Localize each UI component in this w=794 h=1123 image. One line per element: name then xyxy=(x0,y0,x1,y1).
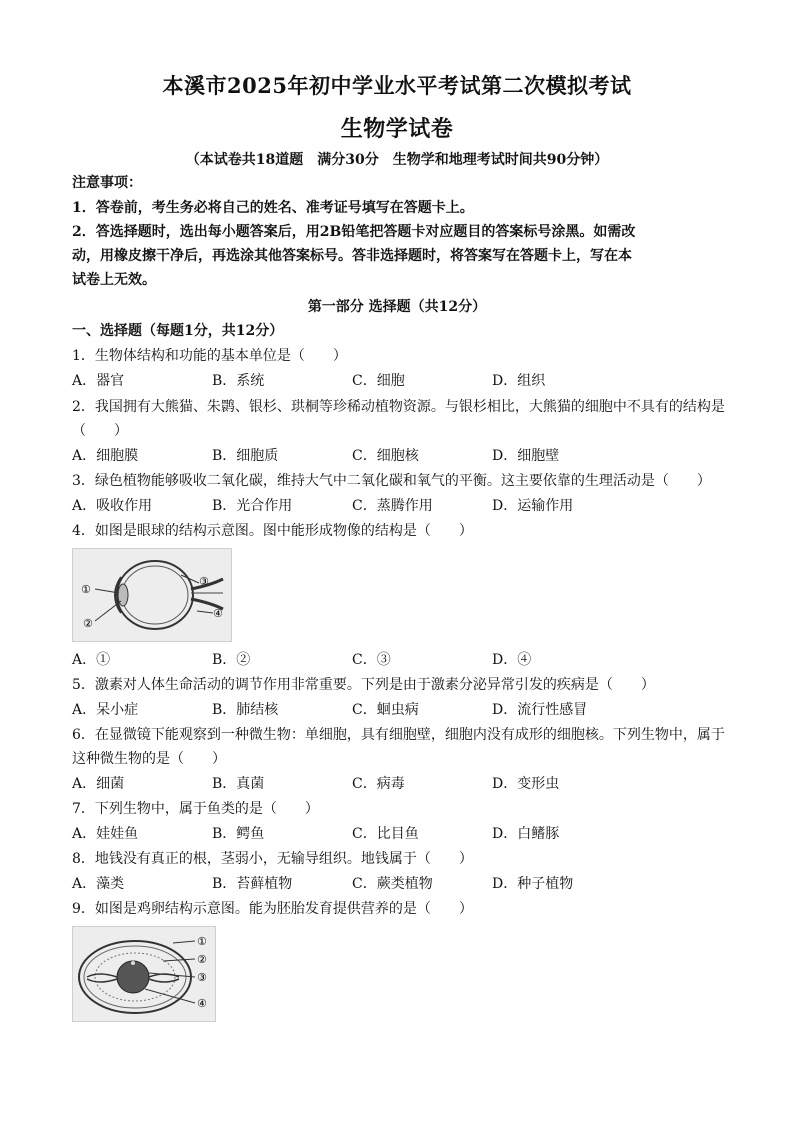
q6-option-b: B．真菌 xyxy=(212,776,265,792)
exam-info: （本试卷共18道题 满分30分 生物学和地理考试时间共90分钟） xyxy=(185,152,609,168)
exam-subtitle: 生物学试卷 xyxy=(340,116,454,142)
egg-label-4: ④ xyxy=(197,997,207,1010)
q2-option-c: C．细胞核 xyxy=(352,448,419,464)
q1-option-c: C．细胞 xyxy=(352,373,405,389)
q1-option-b: B．系统 xyxy=(212,373,265,389)
q5-option-c: C．蛔虫病 xyxy=(352,702,419,718)
eye-label-4: ④ xyxy=(213,607,223,620)
q6-option-a: A．细菌 xyxy=(72,776,125,792)
eye-diagram xyxy=(72,548,232,642)
question-4-stem: 4．如图是眼球的结构示意图。图中能形成物像的结构是（ ） xyxy=(72,523,473,539)
q3-option-d: D．运输作用 xyxy=(492,498,574,514)
question-8-stem: 8．地钱没有真正的根，茎弱小，无输导组织。地钱属于（ ） xyxy=(72,851,473,867)
question-6-stem: 6．在显微镜下能观察到一种微生物：单细胞，具有细胞壁，细胞内没有成形的细胞核。下列生物中，属于 xyxy=(72,727,725,743)
question-1-stem: 1．生物体结构和功能的基本单位是（ ） xyxy=(72,348,347,364)
eye-label-3: ③ xyxy=(199,575,209,588)
eye-diagram-svg xyxy=(73,549,231,641)
q5-option-a: A．呆小症 xyxy=(72,702,139,718)
question-5-stem: 5．激素对人体生命活动的调节作用非常重要。下列是由于激素分泌异常引发的疾病是（ ） xyxy=(72,677,655,693)
egg-label-1: ① xyxy=(197,935,207,948)
section-heading: 一、选择题（每题1分，共12分） xyxy=(72,323,284,339)
q1-option-a: A．器官 xyxy=(72,373,125,389)
egg-label-2: ② xyxy=(197,953,207,966)
q7-option-a: A．娃娃鱼 xyxy=(72,826,139,842)
note-2-line-3: 试卷上无效。 xyxy=(72,272,156,288)
q8-option-a: A．藻类 xyxy=(72,876,125,892)
q2-option-a: A．细胞膜 xyxy=(72,448,139,464)
question-3-stem: 3．绿色植物能够吸收二氧化碳，维持大气中二氧化碳和氧气的平衡。这主要依靠的生理活动是（ ） xyxy=(72,473,711,489)
q8-option-d: D．种子植物 xyxy=(492,876,574,892)
q7-option-c: C．比目鱼 xyxy=(352,826,419,842)
q2-option-d: D．细胞壁 xyxy=(492,448,560,464)
notes-heading: 注意事项： xyxy=(72,175,142,191)
q4-option-c: C．③ xyxy=(352,652,391,668)
question-7-stem: 7．下列生物中，属于鱼类的是（ ） xyxy=(72,801,319,817)
question-6-stem-cont: 这种微生物的是（ ） xyxy=(72,751,226,767)
q4-option-a: A．① xyxy=(72,652,111,668)
eye-label-1: ① xyxy=(81,583,91,596)
q3-option-a: A．吸收作用 xyxy=(72,498,153,514)
q8-option-c: C．蕨类植物 xyxy=(352,876,433,892)
q3-option-c: C．蒸腾作用 xyxy=(352,498,433,514)
egg-label-3: ③ xyxy=(197,971,207,984)
q7-option-b: B．鳄鱼 xyxy=(212,826,265,842)
note-2-line-1: 2．答选择题时，选出每小题答案后，用2B铅笔把答题卡对应题目的答案标号涂黑。如需改 xyxy=(72,224,636,240)
q5-option-d: D．流行性感冒 xyxy=(492,702,588,718)
q6-option-c: C．病毒 xyxy=(352,776,405,792)
note-2-line-2: 动，用橡皮擦干净后，再选涂其他答案标号。答非选择题时，将答案写在答题卡上，写在本 xyxy=(72,248,632,264)
eye-label-2: ② xyxy=(83,617,93,630)
exam-title: 本溪市2025年初中学业水平考试第二次模拟考试 xyxy=(162,73,632,98)
q4-option-b: B．② xyxy=(212,652,251,668)
q6-option-d: D．变形虫 xyxy=(492,776,560,792)
question-9-stem: 9．如图是鸡卵结构示意图。能为胚胎发育提供营养的是（ ） xyxy=(72,901,473,917)
egg-diagram xyxy=(72,926,216,1022)
q2-option-b: B．细胞质 xyxy=(212,448,279,464)
q5-option-b: B．肺结核 xyxy=(212,702,279,718)
egg-diagram-svg xyxy=(73,927,215,1021)
part-1-heading: 第一部分 选择题（共12分） xyxy=(307,299,487,315)
q3-option-b: B．光合作用 xyxy=(212,498,293,514)
note-1: 1．答卷前，考生务必将自己的姓名、准考证号填写在答题卡上。 xyxy=(72,200,474,216)
q8-option-b: B．苔藓植物 xyxy=(212,876,293,892)
question-2-stem-cont: （ ） xyxy=(72,423,128,439)
q7-option-d: D．白鳍豚 xyxy=(492,826,560,842)
q4-option-d: D．④ xyxy=(492,652,532,668)
question-2-stem: 2．我国拥有大熊猫、朱鹮、银杉、珙桐等珍稀动植物资源。与银杉相比，大熊猫的细胞中不具有的结构是 xyxy=(72,399,725,415)
q1-option-d: D．组织 xyxy=(492,373,546,389)
